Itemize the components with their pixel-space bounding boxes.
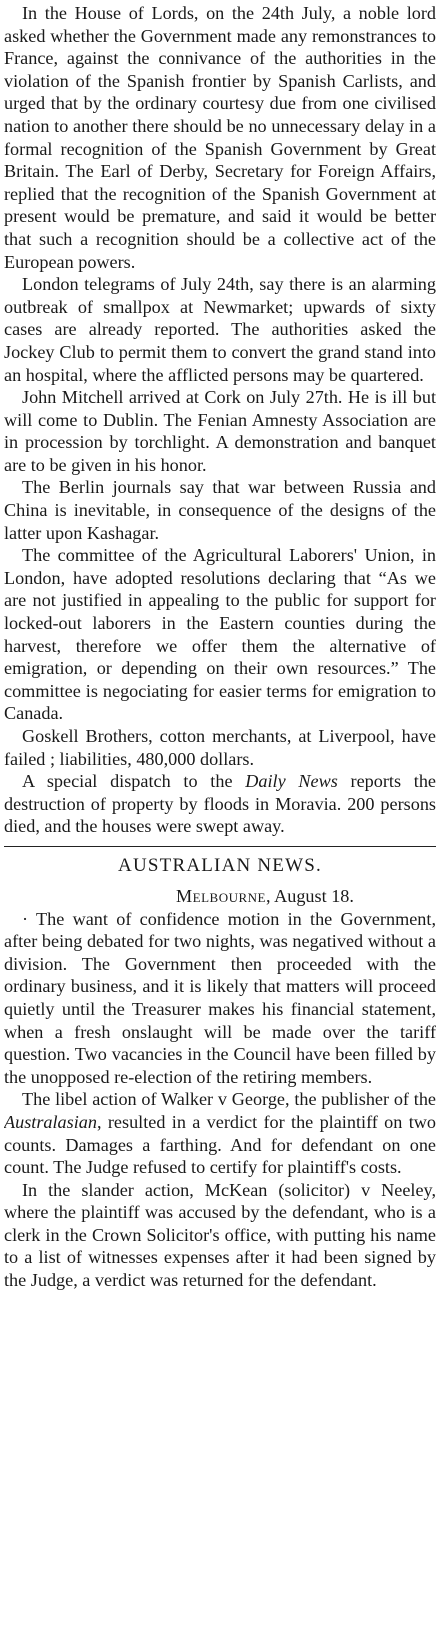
dateline-place: Melbourne [176, 885, 267, 906]
article-goskell-brothers: Goskell Brothers, cotton merchants, at Liverpool, have failed ; liabilities, 480,000 dollars. [4, 726, 436, 769]
moravia-text-before: A special dispatch to the [22, 771, 246, 792]
newspaper-column [4, 0, 436, 1632]
moravia-text-after: reports the destruction of property by floods in Moravia. 200 persons died, and the houses were swept away. [4, 771, 436, 837]
section-heading: AUSTRALIAN NEWS. [118, 854, 322, 876]
article-smallpox-newmarket: London telegrams of July 24th, say there is an alarming outbreak of smallpox at Newmarket; upwards of sixty cases are already reported. The authorities asked the Jockey Club to permit them to convert the grand stand into an hospital, where the afflicted persons may be quartered. [4, 274, 436, 385]
article-slander-action: In the slander action, McKean (solicitor) v Neeley, where the plaintiff was accused by the defendant, who is a clerk in the Crown Solicitor's office, with putting his name to a list of witnesses expenses after it had been signed by the Judge, a verdict was returned for the defendant. [4, 1179, 436, 1291]
dateline-date: , August 18. [266, 885, 354, 906]
dateline [4, 885, 436, 908]
daily-news-title: Daily News [245, 771, 338, 792]
article-john-mitchell: John Mitchell arrived at Cork on July 27th. He is ill but will come to Dublin. The Fenian Amnesty Association are in procession by torchlight. A demonstration and banquet are to be given in his honor. [4, 387, 436, 475]
article-russia-china: The Berlin journals say that war between Russia and China is inevitable, in consequence of the designs of the latter upon Kashagar. [4, 477, 436, 543]
australasian-title: Australasian [4, 1111, 97, 1132]
article-moravia-floods [4, 770, 436, 838]
section-divider [4, 846, 436, 847]
article-confidence-motion: · The want of confidence motion in the Government, after being debated for two nights, was negatived without a division. The Government then proceeded with the ordinary business, and it is likely that matters will proceed quietly until the Treasurer makes his financial statement, when a fresh onslaught will be made over the tariff question. Two vacancies in the Council have been filled by the unopposed re-election of the retiring members. [4, 908, 436, 1087]
article-libel-action [4, 1088, 436, 1178]
libel-text-after: , resulted in a verdict for the plaintiff on two counts. Damages a farthing. And for defendant on one count. The Judge refused to certify for plaintiff's costs. [4, 1111, 436, 1178]
article-laborers-union: The committee of the Agricultural Laborers' Union, in London, have adopted resolutions declaring that “As we are not justified in appealing to the public for support for locked-out laborers in the Eastern counties during the harvest, therefore we offer them the alternative of emigration, or depending on their own resources.” The committee is negociating for easier terms for emigration to Canada. [4, 545, 436, 724]
libel-text-before: The libel action of Walker v George, the publisher of the [22, 1089, 436, 1110]
article-lords-recognition: In the House of Lords, on the 24th July, a noble lord asked whether the Government made any remonstrances to France, against the connivance of the authorities in the violation of the Spanish frontier by Spanish Carlists, and urged that by the ordinary courtesy due from one civilised nation to another there should be no unnecessary delay in a formal recognition of the Spanish Government by Great Britain. The Earl of Derby, Secretary for Foreign Affairs, replied that the recognition of the Spanish Government at present would be premature, and said it would be better that such a recognition should be a collective act of the European powers. [4, 3, 436, 272]
